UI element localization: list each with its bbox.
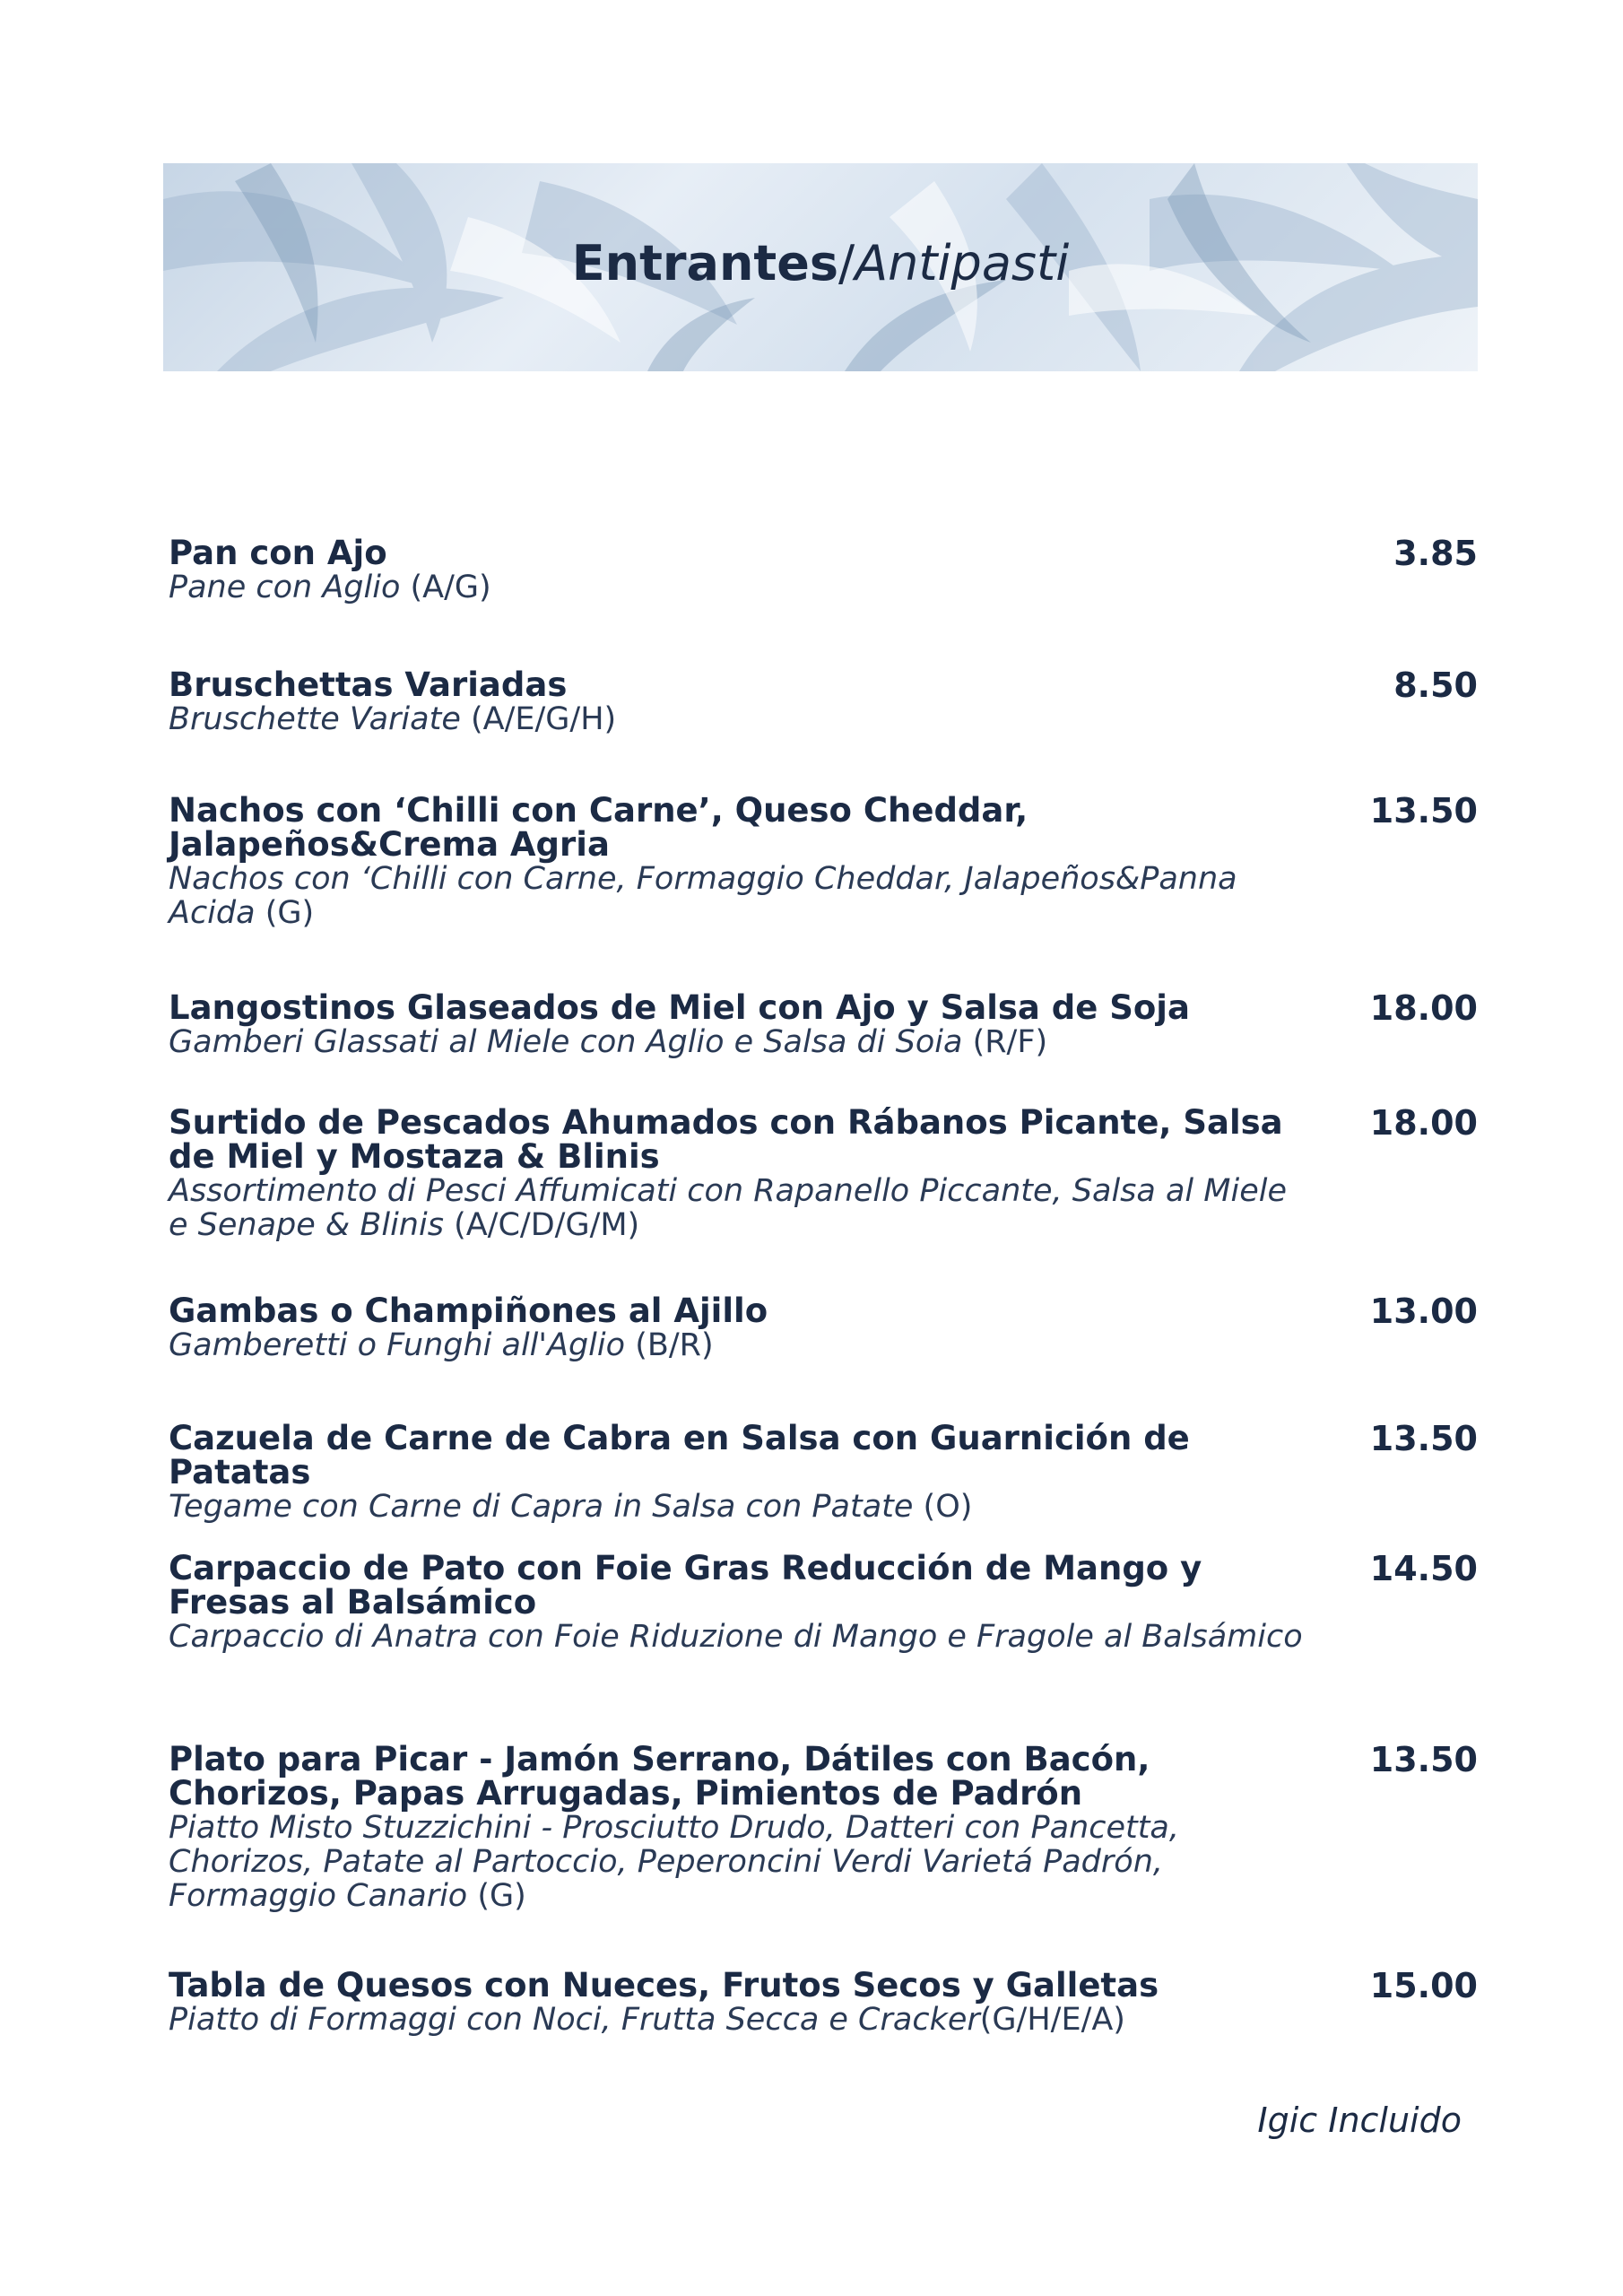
item-description [169, 702, 1307, 736]
item-allergens: (A/C/D/G/M) [454, 1207, 640, 1243]
item-description-text: Piatto Misto Stuzzichini - Prosciutto Drudo, Datteri con Pancetta, Chorizos, Patate al Partoccio, Peperoncini Verdi Varietá Padrón, Formaggio Canario [169, 1810, 1180, 1914]
item-description-text: Pane con Aglio [169, 570, 401, 605]
item-name: Plato para Picar - Jamón Serrano, Dátiles con Bacón, Chorizos, Papas Arrugadas, Pimientos de Padrón [169, 1740, 1150, 1813]
item-name: Cazuela de Carne de Cabra en Salsa con Guarnición de Patatas [169, 1419, 1190, 1492]
item-name: Carpaccio de Pato con Foie Gras Reducción de Mango y Fresas al Balsámico [169, 1549, 1202, 1622]
item-name: Bruschettas Variadas [169, 665, 568, 704]
item-description [169, 1620, 1307, 1654]
item-price: 13.00 [1369, 1292, 1478, 1331]
item-price: 18.00 [1369, 988, 1478, 1028]
item-allergens: (G) [265, 895, 315, 931]
menu-item [169, 1966, 1478, 2038]
item-description [169, 2003, 1307, 2037]
item-description-text: Nachos con ‘Chilli con Carne, Formaggio Cheddar, Jalapeños&Panna Acida [169, 861, 1237, 931]
item-price: 13.50 [1369, 1419, 1478, 1458]
item-name: Langostinos Glaseados de Miel con Ajo y Salsa de Soja [169, 988, 1190, 1027]
item-allergens: (A/G) [410, 570, 491, 605]
menu-item [169, 1419, 1478, 1525]
item-price: 8.50 [1393, 665, 1478, 705]
item-price: 13.50 [1369, 1740, 1478, 1779]
menu-item [169, 791, 1478, 931]
menu-item [169, 665, 1478, 737]
item-description-text: Bruschette Variate [169, 701, 461, 737]
tax-included-note: Igic Incluido [1257, 2100, 1462, 2140]
header-banner [163, 163, 1478, 371]
item-price: 15.00 [1369, 1966, 1478, 2005]
item-name: Nachos con ‘Chilli con Carne’, Queso Cheddar, Jalapeños&Crema Agria [169, 791, 1028, 864]
menu-item [169, 1103, 1478, 1243]
menu-item [169, 1549, 1478, 1655]
item-name: Surtido de Pescados Ahumados con Rábanos Picante, Salsa de Miel y Mostaza & Blinis [169, 1103, 1283, 1176]
item-name: Gambas o Champiñones al Ajillo [169, 1292, 768, 1330]
item-description [169, 1811, 1307, 1913]
item-description-text: Gamberi Glassati al Miele con Aglio e Salsa di Soia [169, 1024, 963, 1060]
title-italian: Antipasti [855, 235, 1070, 291]
item-name: Pan con Ajo [169, 534, 387, 572]
item-description [169, 1174, 1307, 1242]
item-price: 3.85 [1393, 534, 1478, 573]
item-allergens: (A/E/G/H) [471, 701, 617, 737]
menu-item [169, 1740, 1478, 1914]
item-description-text: Tegame con Carne di Capra in Salsa con Patate [169, 1489, 914, 1525]
title-separator: / [838, 235, 855, 291]
item-description-text: Assortimento di Pesci Affumicati con Rapanello Piccante, Salsa al Miele e Senape & Blinis [169, 1173, 1287, 1243]
item-price: 14.50 [1369, 1549, 1478, 1588]
item-name: Tabla de Quesos con Nueces, Frutos Secos y Galletas [169, 1966, 1159, 2005]
item-allergens: (G/H/E/A) [979, 2002, 1125, 2038]
menu-item [169, 536, 1478, 604]
item-description [169, 1328, 1307, 1362]
item-allergens: (B/R) [635, 1327, 714, 1363]
menu-item [169, 988, 1478, 1060]
item-allergens: (O) [923, 1489, 973, 1525]
item-description [169, 570, 1307, 604]
page-title [163, 235, 1478, 292]
item-description-text: Piatto di Formaggi con Noci, Frutta Secca e Cracker [169, 2002, 980, 2038]
item-description [169, 1490, 1307, 1524]
item-allergens: (G) [477, 1878, 526, 1914]
item-price: 18.00 [1369, 1103, 1478, 1143]
item-description-text: Gamberetti o Funghi all'Aglio [169, 1327, 626, 1363]
item-description-text: Carpaccio di Anatra con Foie Riduzione di Mango e Fragole al Balsámico [169, 1619, 1303, 1655]
item-price: 13.50 [1369, 791, 1478, 831]
menu-item [169, 1294, 1478, 1362]
title-spanish: Entrantes [571, 235, 838, 291]
item-allergens: (R/F) [972, 1024, 1048, 1060]
item-description [169, 862, 1307, 930]
item-description [169, 1025, 1307, 1059]
